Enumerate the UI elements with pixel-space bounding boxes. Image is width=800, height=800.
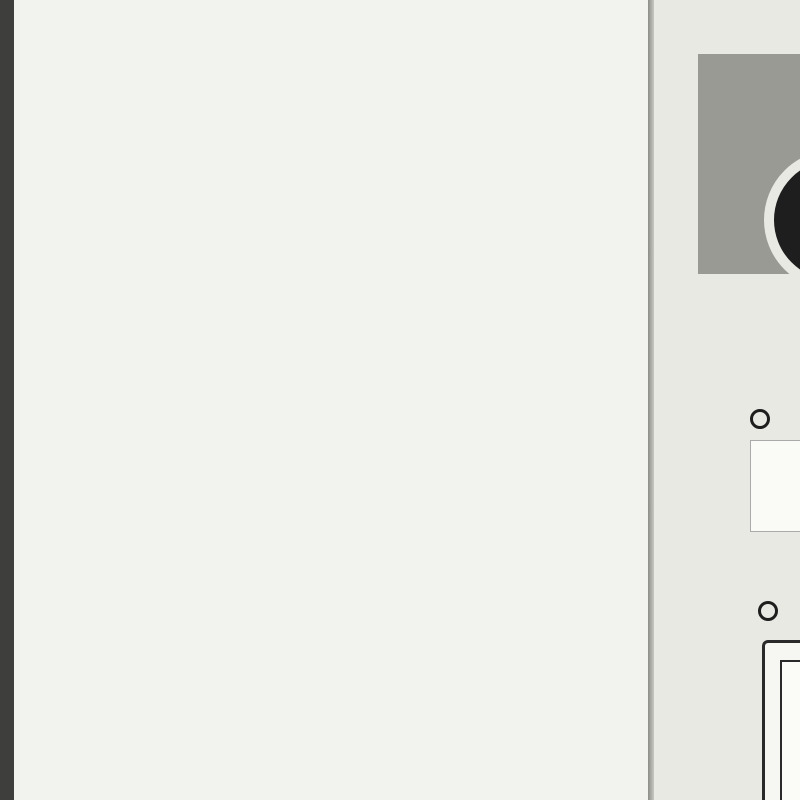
concept-heading xyxy=(758,596,800,626)
table-of-contents xyxy=(14,0,648,800)
magnifier-icon xyxy=(758,601,778,621)
objectives-heading xyxy=(750,404,800,434)
magnifier-icon xyxy=(750,409,770,429)
concept-map-cell xyxy=(780,660,800,800)
right-page xyxy=(654,0,800,800)
objectives-box xyxy=(750,440,800,532)
left-page xyxy=(14,0,648,800)
